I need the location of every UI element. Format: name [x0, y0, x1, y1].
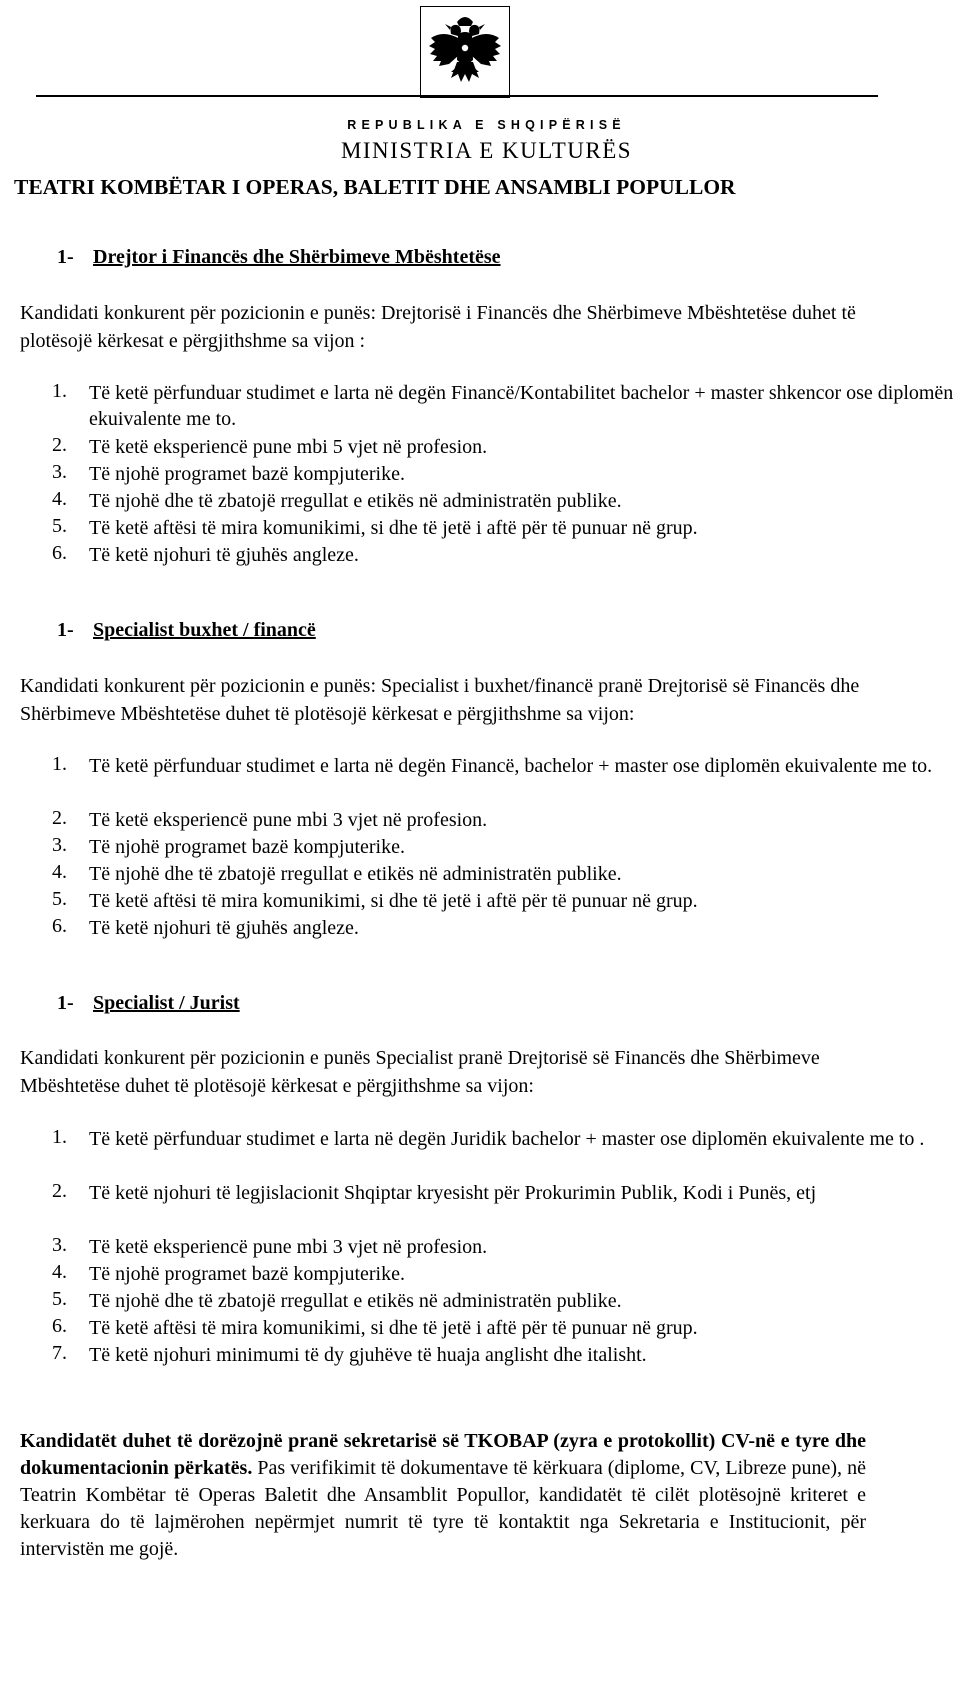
item-number: 5. — [52, 888, 67, 910]
header-divider — [36, 95, 878, 97]
section-number: 1- — [57, 246, 74, 268]
item-text: Të ketë përfunduar studimet e larta në degën Financë, bachelor + master ose diplomën ekuivalente me to. — [89, 755, 933, 777]
item-text: Të ketë eksperiencë pune mbi 3 vjet në profesion. — [89, 1236, 488, 1258]
section-title-text: Drejtor i Financës dhe Shërbimeve Mbështetëse — [93, 246, 501, 268]
item-number: 7. — [52, 1342, 67, 1364]
section-intro: Kandidati konkurent për pozicionin e punës: Specialist i buxhet/financë pranë Drejtorisë së Financës dhe Shërbimeve Mbështetëse duhet të plotësojë kërkesat e përgjithshme sa vijon: — [20, 675, 860, 725]
item-number: 3. — [52, 834, 67, 856]
item-text: Të njohë dhe të zbatojë rregullat e etikës në administratën publike. — [89, 1290, 622, 1312]
section-title — [57, 246, 501, 269]
item-text: Të ketë përfunduar studimet e larta në degën Juridik bachelor + master ose diplomën ekuivalente me to . — [89, 1128, 925, 1150]
item-number: 1. — [52, 1126, 67, 1148]
item-text: Të ketë aftësi të mira komunikimi, si dhe të jetë i aftë për të punuar në grup. — [89, 517, 698, 539]
emblem-frame — [420, 6, 510, 98]
item-text: Të ketë njohuri të legjislacionit Shqiptar kryesisht për Prokurimin Publik, Kodi i Punës, etj — [89, 1182, 817, 1204]
item-text: Të ketë eksperiencë pune mbi 3 vjet në profesion. — [89, 809, 488, 831]
item-number: 3. — [52, 1234, 67, 1256]
republic-name: REPUBLIKA E SHQIPËRISË — [347, 118, 626, 132]
item-text: Të ketë njohuri minimumi të dy gjuhëve të huaja anglisht dhe italisht. — [89, 1344, 647, 1366]
section-number: 1- — [57, 992, 74, 1014]
item-number: 6. — [52, 915, 67, 937]
item-number: 3. — [52, 461, 67, 483]
ministry-name: MINISTRIA E KULTURËS — [340, 138, 633, 163]
section-title — [57, 619, 316, 642]
section-number: 1- — [57, 619, 74, 641]
item-text: Të ketë njohuri të gjuhës angleze. — [89, 544, 359, 566]
item-text: Të ketë aftësi të mira komunikimi, si dhe të jetë i aftë për të punuar në grup. — [89, 890, 698, 912]
section-intro: Kandidati konkurent për pozicionin e punës: Drejtorisë i Financës dhe Shërbimeve Mbështetëse duhet të plotësojë kërkesat e përgjithshme sa vijon : — [20, 302, 856, 352]
item-text: Të ketë eksperiencë pune mbi 5 vjet në profesion. — [89, 436, 488, 458]
institution-name: TEATRI KOMBËTAR I OPERAS, BALETIT DHE ANSAMBLI POPULLOR — [14, 175, 736, 199]
item-number: 6. — [52, 542, 67, 564]
item-number: 2. — [52, 807, 67, 829]
section-title-text: Specialist / Jurist — [93, 992, 240, 1014]
double-headed-eagle-icon — [427, 12, 503, 92]
item-text: Të njohë programet bazë kompjuterike. — [89, 1263, 405, 1285]
item-number: 5. — [52, 1288, 67, 1310]
item-number: 1. — [52, 753, 67, 775]
item-number: 4. — [52, 1261, 67, 1283]
item-number: 4. — [52, 861, 67, 883]
item-text: Të ketë aftësi të mira komunikimi, si dhe të jetë i aftë për të punuar në grup. — [89, 1317, 698, 1339]
section-intro: Kandidati konkurent për pozicionin e punës Specialist pranë Drejtorisë së Financës dhe Shërbimeve Mbështetëse duhet të plotësojë kërkesat e përgjithshme sa vijon: — [20, 1047, 820, 1097]
item-text: Të njohë dhe të zbatojë rregullat e etikës në administratën publike. — [89, 863, 622, 885]
item-number: 6. — [52, 1315, 67, 1337]
item-text: Të njohë dhe të zbatojë rregullat e etikës në administratën publike. — [89, 490, 622, 512]
item-number: 4. — [52, 488, 67, 510]
item-number: 2. — [52, 434, 67, 456]
item-text: Të njohë programet bazë kompjuterike. — [89, 463, 405, 485]
section-title-text: Specialist buxhet / financë — [93, 619, 316, 641]
submission-instructions-bold: Kandidatët duhet të dorëzojnë pranë sekretarisë së TKOBAP (zyra e protokollit) CV-në e tyre dhe dokumentacionin përkatës. — [20, 1430, 866, 1479]
submission-instructions-text: Pas verifikimit të dokumentave të kërkuara (diplome, CV, Libreze pune), në Teatrin Kombëtar të Operas Baletit dhe Ansamblit Popullor, kandidatët të cilët plotësojnë kriteret e kerkuara do të lajmërohen nepërmjet numrit të tyre të kontaktit nga Sekretaria e Institucionit, për intervistën me gojë. — [20, 1457, 866, 1560]
item-text: Të njohë programet bazë kompjuterike. — [89, 836, 405, 858]
item-text: Të ketë njohuri të gjuhës angleze. — [89, 917, 359, 939]
item-number: 5. — [52, 515, 67, 537]
submission-instructions — [20, 1428, 866, 1563]
item-number: 2. — [52, 1180, 67, 1202]
item-number: 1. — [52, 380, 67, 402]
item-text: Të ketë përfunduar studimet e larta në degën Financë/Kontabilitet bachelor + master shkencor ose diplomën ekuivalente me to. — [89, 382, 954, 430]
section-title — [57, 992, 240, 1015]
